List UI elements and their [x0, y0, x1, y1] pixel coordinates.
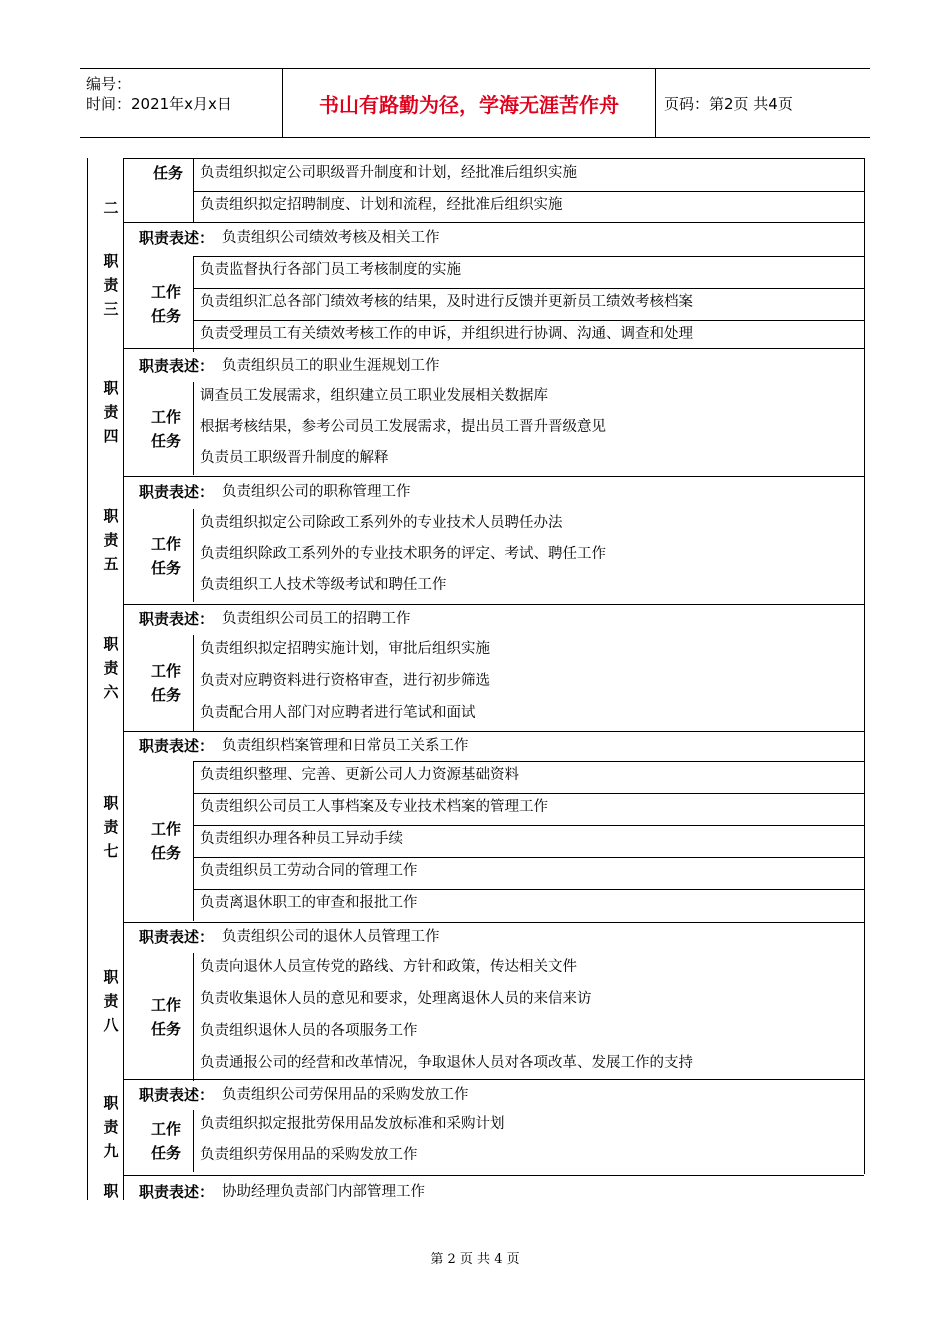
time-label: 时间：2021年x月x日	[86, 95, 232, 113]
task-item: 负责对应聘资料进行资格审查，进行初步筛选	[200, 673, 490, 689]
page-footer: 第 2 页 共 4 页	[430, 1252, 520, 1267]
duty-statement-text: 负责组织公司劳保用品的采购发放工作	[222, 1087, 469, 1103]
duty-statement-label: 职责表述：	[139, 1086, 215, 1104]
duty-number-char: 职	[103, 252, 119, 270]
section-divider	[123, 604, 864, 605]
task-label-line2: 任务	[150, 307, 181, 325]
task-item: 负责组织拟定公司职级晋升制度和计划，经批准后组织实施	[200, 165, 577, 181]
section-divider	[123, 222, 864, 223]
task-label-line1: 工作	[150, 283, 181, 301]
duty-number-char: 职	[103, 1094, 119, 1112]
table-left-border	[87, 158, 88, 1200]
header-slogan-cell	[282, 69, 656, 137]
duty-number-char: 责	[103, 817, 119, 836]
task-item: 负责收集退休人员的意见和要求，处理离退休人员的来信来访	[200, 991, 592, 1007]
duty-number-char: 四	[103, 427, 119, 445]
duty-number-char: 职	[103, 634, 119, 653]
duty-number-char: 六	[103, 682, 119, 701]
table-top-border	[123, 158, 864, 159]
task-label-line2: 任务	[150, 1020, 181, 1038]
task-item: 负责组织整理、完善、更新公司人力资源基础资料	[200, 767, 519, 783]
task-column-border	[193, 256, 194, 352]
duty-statement-text: 负责组织公司的退休人员管理工作	[222, 929, 440, 945]
task-label-line2: 任务	[150, 1144, 181, 1162]
duty-statement-label: 职责表述：	[139, 737, 215, 755]
task-column-border	[193, 1110, 194, 1172]
duty-number-char: 责	[103, 403, 119, 421]
task-item: 负责组织公司员工人事档案及专业技术档案的管理工作	[200, 799, 548, 815]
duty-statement-text: 负责组织公司绩效考核及相关工作	[222, 230, 440, 246]
duty-statement-label: 职责表述：	[139, 229, 215, 247]
duty-number-char: 责	[103, 1118, 119, 1136]
task-label-line1: 工作	[150, 662, 181, 680]
task-item: 根据考核结果，参考公司员工发展需求，提出员工晋升晋级意见	[200, 419, 606, 435]
task-label-line2: 任务	[150, 686, 181, 704]
number-label: 编号：	[86, 75, 132, 93]
duty-table	[87, 158, 864, 1200]
task-column-border	[193, 761, 194, 921]
task-area-top	[193, 761, 864, 762]
category-column-border	[123, 158, 124, 1200]
task-row-divider	[193, 889, 864, 890]
task-item: 负责组织汇总各部门绩效考核的结果，及时进行反馈并更新员工绩效考核档案	[200, 294, 693, 310]
page-info: 页码：第2页 共4页	[664, 94, 793, 113]
task-item: 负责组织拟定报批劳保用品发放标准和采购计划	[200, 1116, 505, 1132]
duty-number-char: 责	[103, 658, 119, 677]
task-column-border	[193, 509, 194, 602]
duty-number-char: 三	[103, 300, 119, 318]
task-item: 负责组织除政工系列外的专业技术职务的评定、考试、聘任工作	[200, 546, 606, 562]
task-label-line1: 工作	[150, 407, 181, 426]
task-item: 负责组织劳保用品的采购发放工作	[200, 1147, 418, 1163]
task-item: 负责员工职级晋升制度的解释	[200, 450, 389, 466]
duty-statement-text: 负责组织公司的职称管理工作	[222, 484, 411, 500]
duty-statement-text: 协助经理负责部门内部管理工作	[222, 1184, 425, 1200]
duty-statement-label: 职责表述：	[139, 1183, 215, 1201]
duty-number-char: 责	[103, 531, 119, 549]
task-item: 负责组织员工劳动合同的管理工作	[200, 863, 418, 879]
section-divider	[123, 731, 864, 732]
task-label-line1: 工作	[150, 820, 181, 838]
task-item: 负责组织工人技术等级考试和聘任工作	[200, 577, 447, 593]
header-meta	[80, 69, 282, 137]
table-right-border	[864, 158, 865, 1174]
task-column-border	[193, 635, 194, 731]
task-row-divider	[193, 793, 864, 794]
task-label-line1: 工作	[150, 996, 181, 1014]
task-area-top	[193, 256, 864, 257]
task-label-line2: 任务	[150, 558, 181, 577]
section-divider	[123, 1079, 864, 1080]
duty-number-char: 职	[103, 507, 119, 525]
duty-number-char: 职	[103, 967, 119, 986]
task-row-divider	[193, 191, 864, 192]
task-item: 负责向退休人员宣传党的路线、方针和政策，传达相关文件	[200, 959, 577, 975]
duty-statement-label: 职责表述：	[139, 928, 215, 946]
duty-statement-label: 职责表述：	[139, 610, 215, 628]
task-item: 负责组织退休人员的各项服务工作	[200, 1023, 418, 1039]
header-slogan: 书山有路勤为径，学海无涯苦作舟	[319, 92, 619, 117]
task-column-border	[193, 382, 194, 475]
section-divider	[123, 922, 864, 923]
duty-statement-label: 职责表述：	[139, 357, 215, 375]
task-item: 负责组织拟定招聘制度、计划和流程，经批准后组织实施	[200, 197, 563, 213]
task-item: 负责组织办理各种员工异动手续	[200, 831, 403, 847]
duty-statement-text: 负责组织员工的职业生涯规划工作	[222, 358, 440, 374]
duty-number-char: 八	[103, 1015, 119, 1034]
duty-number-char: 五	[103, 555, 119, 573]
section-divider	[123, 348, 864, 349]
duty-number-char: 二	[103, 199, 119, 217]
task-item: 负责离退休职工的审查和报批工作	[200, 895, 418, 911]
task-label-line1: 工作	[150, 1120, 181, 1138]
task-label: 任务	[152, 164, 183, 182]
task-label-line1: 工作	[150, 534, 181, 553]
task-item: 负责通报公司的经营和改革情况，争取退休人员对各项改革、发展工作的支持	[200, 1055, 693, 1071]
duty-statement-label: 职责表述：	[139, 483, 215, 501]
task-item: 负责受理员工有关绩效考核工作的申诉，并组织进行协调、沟通、调查和处理	[200, 326, 693, 342]
section-divider	[123, 476, 864, 477]
duty-number-char: 职	[103, 1182, 119, 1200]
duty-number-char: 职	[103, 379, 119, 397]
document-header	[80, 68, 870, 138]
duty-number-char: 责	[103, 991, 119, 1010]
task-item: 负责组织拟定公司除政工系列外的专业技术人员聘任办法	[200, 515, 563, 531]
duty-statement-text: 负责组织档案管理和日常员工关系工作	[222, 738, 469, 754]
section-divider	[123, 1175, 864, 1176]
task-label-line2: 任务	[150, 844, 181, 862]
task-row-divider	[193, 857, 864, 858]
task-item: 负责配合用人部门对应聘者进行笔试和面试	[200, 705, 476, 721]
task-row-divider	[193, 825, 864, 826]
task-label-line2: 任务	[150, 431, 181, 450]
duty-number-char: 责	[103, 276, 119, 294]
task-item: 负责组织拟定招聘实施计划，审批后组织实施	[200, 641, 490, 657]
task-row-divider	[193, 320, 864, 321]
duty-statement-text: 负责组织公司员工的招聘工作	[222, 611, 411, 627]
task-row-divider	[193, 288, 864, 289]
task-item: 负责监督执行各部门员工考核制度的实施	[200, 262, 461, 278]
task-item: 调查员工发展需求，组织建立员工职业发展相关数据库	[200, 388, 548, 404]
task-column-border	[193, 953, 194, 1081]
duty-number-char: 九	[103, 1142, 119, 1160]
duty-number-char: 职	[103, 793, 119, 812]
duty-number-char: 七	[103, 841, 119, 860]
